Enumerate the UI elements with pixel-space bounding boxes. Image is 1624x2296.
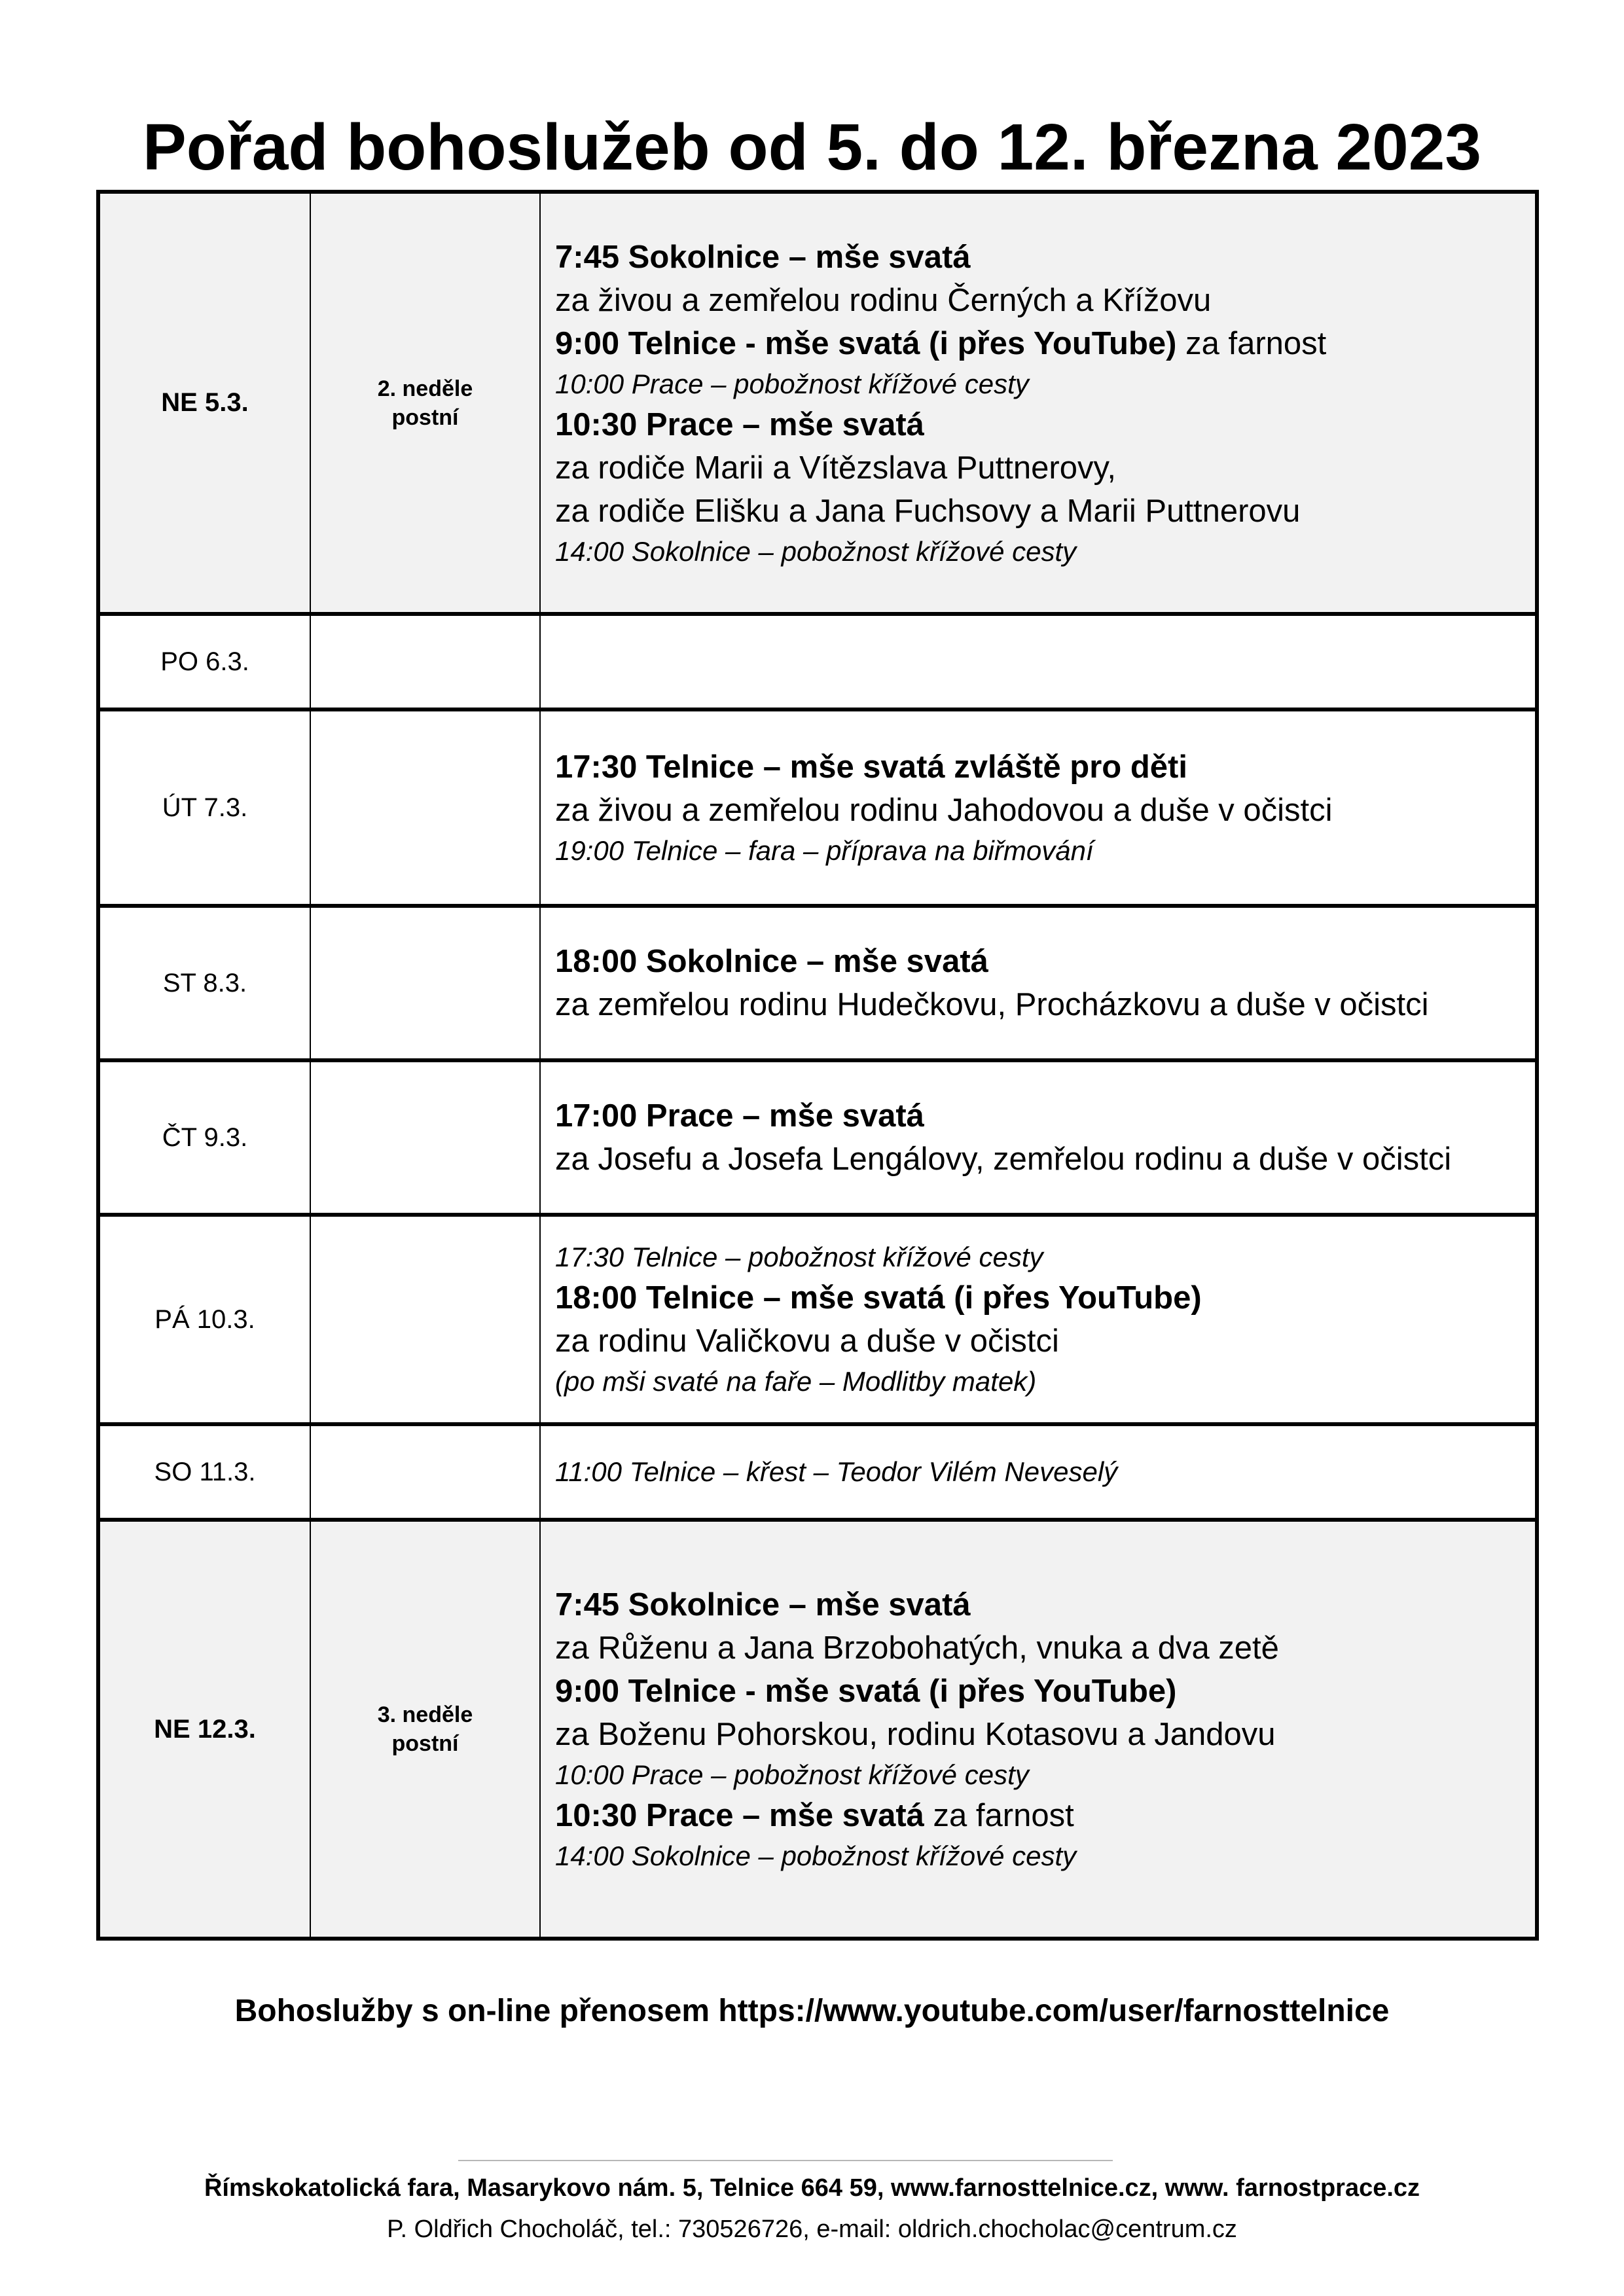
event-line: [555, 1319, 1522, 1363]
event-heading: 9:00 Telnice - mše svatá (i přes YouTube): [555, 325, 1177, 361]
event-intention: za farnost: [1176, 325, 1327, 361]
event-line: [555, 1713, 1522, 1756]
event-intention: za rodiče Elišku a Jana Fuchsovy a Marii Puttnerovu: [555, 493, 1301, 529]
event-intention: za farnost: [924, 1798, 1074, 1833]
events-cell: [540, 1215, 1537, 1424]
table-row: [98, 1060, 1537, 1215]
day-cell: ST 8.3.: [98, 906, 310, 1060]
event-intention: za zemřelou rodinu Hudečkovu, Procházkovu a duše v očistci: [555, 987, 1429, 1022]
event-line: [555, 446, 1522, 490]
event-intention: za Boženu Pohorskou, rodinu Kotasovu a Jandovu: [555, 1717, 1276, 1752]
event-line: [555, 1583, 1522, 1626]
events-cell: [540, 614, 1537, 709]
event-line: [555, 236, 1522, 279]
event-note: 14:00 Sokolnice – pobožnost křížové cesty: [555, 1840, 1077, 1871]
day-cell: PÁ 10.3.: [98, 1215, 310, 1424]
footer-contact: P. Oldřich Chocholáč, tel.: 730526726, e-mail: oldrich.chocholac@centrum.cz: [387, 2215, 1237, 2243]
page-title: Pořad bohoslužeb od 5. do 12. března 2023: [143, 111, 1481, 184]
events-cell: [540, 1060, 1537, 1215]
event-line: [555, 1626, 1522, 1670]
event-note: 14:00 Sokolnice – pobožnost křížové cesty: [555, 535, 1077, 567]
day-cell: ČT 9.3.: [98, 1060, 310, 1215]
event-intention: za rodinu Valičkovu a duše v očistci: [555, 1323, 1059, 1359]
event-heading: 17:00 Prace – mše svatá: [555, 1098, 924, 1134]
event-line: [555, 983, 1522, 1026]
events-cell: [540, 1520, 1537, 1939]
schedule-table: [96, 190, 1539, 1941]
liturgical-day-cell: [310, 1060, 540, 1215]
liturgical-day-cell: [310, 1520, 540, 1939]
event-line: [555, 789, 1522, 832]
event-heading: 17:30 Telnice – mše svatá zvláště pro děti: [555, 749, 1187, 785]
event-line: [555, 1276, 1522, 1319]
events-cell: [540, 192, 1537, 614]
event-line: [555, 1138, 1522, 1181]
events-cell: [540, 906, 1537, 1060]
event-heading: 7:45 Sokolnice – mše svatá: [555, 239, 971, 275]
event-line: [555, 1670, 1522, 1713]
event-line: [555, 490, 1522, 533]
table-row: [98, 1215, 1537, 1424]
event-line: [555, 1094, 1522, 1138]
day-cell: ÚT 7.3.: [98, 709, 310, 906]
event-note: 11:00 Telnice – křest – Teodor Vilém Neveselý: [555, 1456, 1118, 1487]
event-note: (po mši svaté na faře – Modlitby matek): [555, 1366, 1037, 1397]
liturgical-day-cell: [310, 192, 540, 614]
table-row: [98, 709, 1537, 906]
event-line: [555, 940, 1522, 983]
liturgical-day-line: 3. neděle: [377, 1702, 473, 1727]
table-row: [98, 906, 1537, 1060]
event-note: 10:00 Prace – pobožnost křížové cesty: [555, 368, 1029, 399]
event-heading: 18:00 Sokolnice – mše svatá: [555, 944, 988, 979]
event-line: [555, 403, 1522, 446]
event-intention: za Růženu a Jana Brzobohatých, vnuka a dva zetě: [555, 1630, 1279, 1666]
event-intention: za živou a zemřelou rodinu Jahodovou a duše v očistci: [555, 793, 1333, 828]
event-intention: za Josefu a Josefa Lengálovy, zemřelou rodinu a duše v očistci: [555, 1141, 1452, 1177]
liturgical-day-cell: [310, 1424, 540, 1520]
table-row: [98, 192, 1537, 614]
event-heading: 10:30 Prace – mše svatá: [555, 1798, 924, 1833]
day-cell: NE 5.3.: [98, 192, 310, 614]
event-note: 10:00 Prace – pobožnost křížové cesty: [555, 1759, 1029, 1790]
events-cell: [540, 1424, 1537, 1520]
liturgical-day-cell: [310, 709, 540, 906]
liturgical-day-cell: [310, 1215, 540, 1424]
table-row: [98, 1520, 1537, 1939]
event-note: 17:30 Telnice – pobožnost křížové cesty: [555, 1242, 1043, 1272]
table-row: [98, 1424, 1537, 1520]
footer-address: Římskokatolická fara, Masarykovo nám. 5, Telnice 664 59, www.farnosttelnice.cz, www. farnostprace.cz: [204, 2174, 1420, 2202]
liturgical-day-line: 2. neděle: [377, 376, 473, 401]
event-line: [555, 322, 1522, 365]
online-stream-note: Bohoslužby s on-line přenosem https://www.youtube.com/user/farnosttelnice: [234, 1994, 1390, 2028]
liturgical-day-cell: [310, 906, 540, 1060]
event-note: 19:00 Telnice – fara – příprava na biřmování: [555, 835, 1094, 866]
liturgical-day-line: postní: [391, 404, 459, 430]
event-heading: 18:00 Telnice – mše svatá (i přes YouTube): [555, 1280, 1202, 1316]
event-line: [555, 745, 1522, 789]
day-cell: NE 12.3.: [98, 1520, 310, 1939]
event-heading: 10:30 Prace – mše svatá: [555, 406, 924, 442]
liturgical-day-line: postní: [391, 1731, 459, 1756]
day-cell: PO 6.3.: [98, 614, 310, 709]
event-intention: za rodiče Marii a Vítězslava Puttnerovy,: [555, 450, 1116, 486]
liturgical-day-cell: [310, 614, 540, 709]
table-row: [98, 614, 1537, 709]
event-heading: 9:00 Telnice - mše svatá (i přes YouTube): [555, 1674, 1177, 1709]
event-heading: 7:45 Sokolnice – mše svatá: [555, 1587, 971, 1623]
footer-divider: [458, 2160, 1113, 2161]
event-line: [555, 1794, 1522, 1837]
events-cell: [540, 709, 1537, 906]
event-intention: za živou a zemřelou rodinu Černých a Křížovu: [555, 282, 1212, 318]
event-line: [555, 279, 1522, 322]
day-cell: SO 11.3.: [98, 1424, 310, 1520]
